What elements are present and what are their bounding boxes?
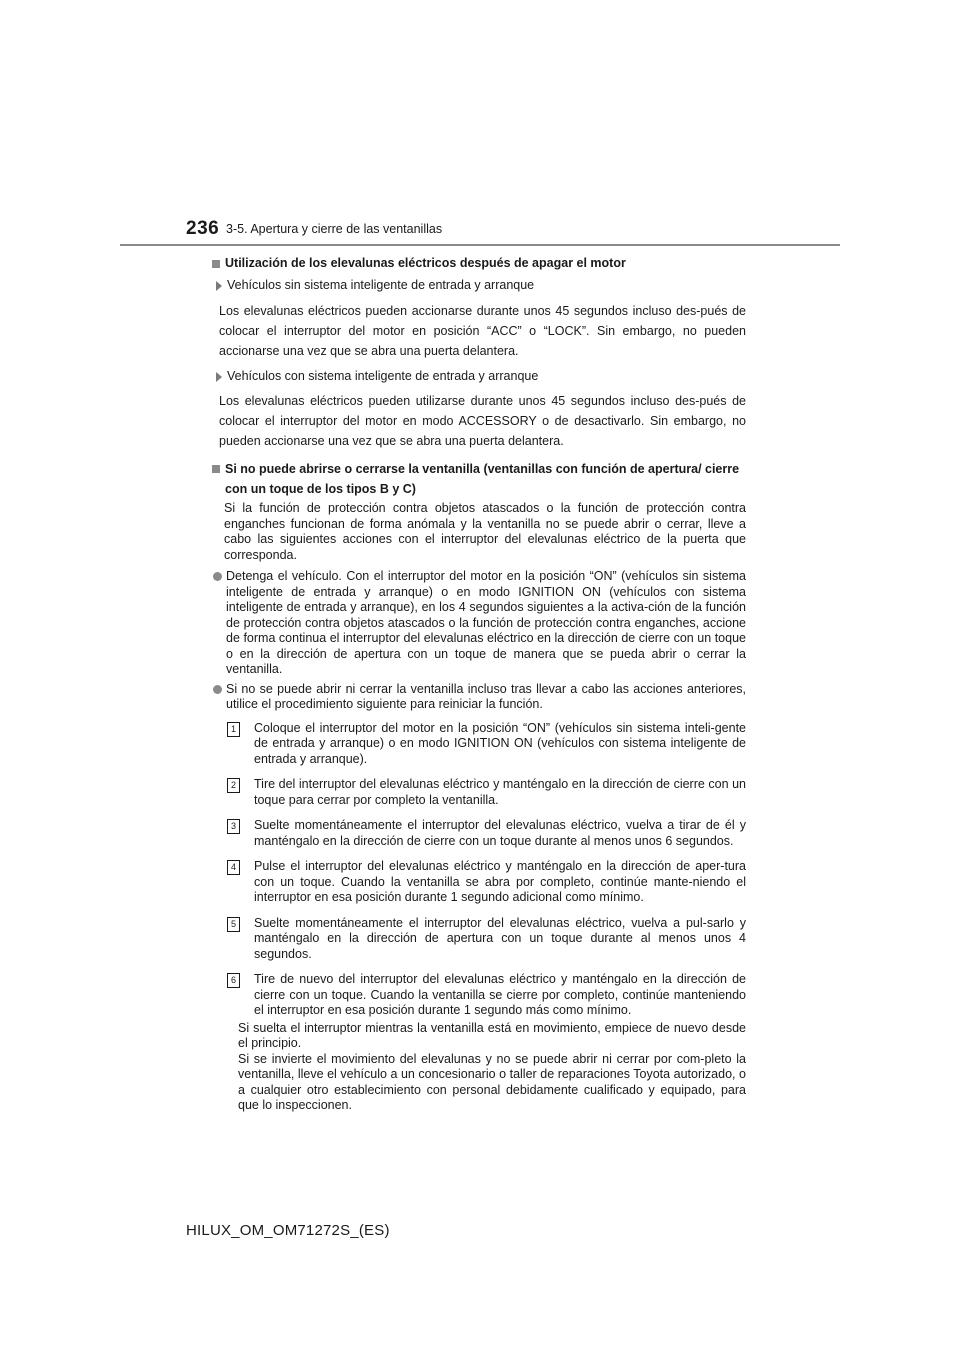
square-bullet-icon <box>212 465 220 473</box>
section-heading <box>210 461 746 499</box>
section-heading <box>210 256 746 272</box>
step-item <box>227 777 746 808</box>
list-item-text: Si no se puede abrir ni cerrar la ventanilla incluso tras llevar a cabo las acciones anteriores, utilice el procedimiento siguiente para reiniciar la función. <box>226 681 746 711</box>
triangle-bullet-icon <box>216 372 222 382</box>
paragraph: Los elevalunas eléctricos pueden accionarse durante unos 45 segundos incluso des-pués de colocar el interruptor del motor en posición “ACC” o “LOCK”. Sin embargo, no pueden accionarse una vez que se abra una puerta delantera. <box>219 303 746 358</box>
step-number: 5 <box>227 917 240 932</box>
list-item-text: Detenga el vehículo. Con el interruptor del motor en la posición “ON” (vehículos sin sistema inteligente de entrada y arranque) o en modo IGNITION ON (vehículos con sistema inteligente de entrada y arranque), en los 4 segundos siguientes a la activa-ción de la función de protección contra objetos atascados o la función de protección contra enganches, accione de forma continua el interruptor del elevalunas eléctrico en la dirección de cierre con un toque o en la dirección de apertura con un toque de manera que se pueda abrir o cerrar la ventanilla. <box>226 569 746 676</box>
list-item <box>210 569 746 678</box>
step-text: Pulse el interruptor del elevalunas eléctrico y manténgalo en la dirección de aper-tura con un toque. Cuando la ventanilla se abra por completo, continúe mante-niendo el interruptor en esa posición durante 1 segundo adicional como mínimo. <box>254 859 746 904</box>
step-text: Tire del interruptor del elevalunas eléctrico y manténgalo en la dirección de cierre con un toque para cerrar por completo la ventanilla. <box>254 777 746 807</box>
subheading <box>216 278 746 294</box>
section-heading-text: Si no puede abrirse o cerrarse la ventanilla (ventanillas con función de apertura/ cierre con un toque de los tipos B y C) <box>225 462 740 496</box>
paragraph: Si la función de protección contra objetos atascados o la función de protección contra enganches funcionan de forma anómala y la ventanilla no se puede abrir o cerrar, lleve a cabo las siguientes acciones con el interruptor del elevalunas eléctrico de la puerta que corresponda. <box>224 501 746 562</box>
step-text: Suelte momentáneamente el interruptor del elevalunas eléctrico, vuelva a tirar de él y manténgalo en la dirección de cierre con un toque durante al menos unos 6 segundos. <box>254 818 746 848</box>
circle-bullet-icon <box>213 572 222 581</box>
step-item <box>227 721 746 768</box>
step-item <box>227 859 746 906</box>
section-title: 3-5. Apertura y cierre de las ventanillas <box>226 222 443 236</box>
step-item <box>227 818 746 849</box>
step-text: Coloque el interruptor del motor en la posición “ON” (vehículos sin sistema inteli-gente de entrada y arranque) o en modo IGNITION ON (vehículos con sistema inteligente de entrada y arranque). <box>254 720 746 766</box>
page-content <box>210 256 746 1114</box>
section-heading-text: Utilización de los elevalunas eléctricos después de apagar el motor <box>225 256 626 270</box>
step-text: Suelte momentáneamente el interruptor del elevalunas eléctrico, vuelva a pul-sarlo y manténgalo en la dirección de apertura con un toque durante al menos unos 4 segundos. <box>254 915 746 961</box>
step-number: 4 <box>227 860 240 875</box>
step-number: 3 <box>227 819 240 834</box>
subheading-text: Vehículos con sistema inteligente de entrada y arranque <box>227 368 539 383</box>
triangle-bullet-icon <box>216 281 222 291</box>
note-paragraph: Si se invierte el movimiento del elevalunas y no se puede abrir ni cerrar por com-pleto la ventanilla, lleve el vehículo a un concesionario o taller de reparaciones Toyota autorizado, o a cualquier otro establecimiento con personal debidamente cualificado y equipado, para que lo inspeccionen. <box>238 1051 746 1112</box>
subheading <box>216 369 746 385</box>
step-number: 2 <box>227 778 240 793</box>
page-number: 236 <box>186 218 220 239</box>
list-item <box>210 682 746 713</box>
step-item <box>227 972 746 1019</box>
paragraph: Los elevalunas eléctricos pueden utilizarse durante unos 45 segundos incluso des-pués de colocar el interruptor del motor en modo ACCESSORY o de desactivarlo. Sin embargo, no pueden accionarse una vez que se abra una puerta delantera. <box>219 394 746 448</box>
circle-bullet-icon <box>213 685 222 694</box>
step-item <box>227 916 746 963</box>
square-bullet-icon <box>212 260 220 268</box>
note-paragraph: Si suelta el interruptor mientras la ventanilla está en movimiento, empiece de nuevo desde el principio. <box>238 1020 746 1050</box>
step-number: 1 <box>227 722 240 737</box>
step-text: Tire de nuevo del interruptor del elevalunas eléctrico y manténgalo en la dirección de cierre con un toque. Cuando la ventanilla se cierre por completo, continúe manteniendo el interruptor en esa posición durante 1 segundo más como mínimo. <box>254 972 746 1017</box>
document-id: HILUX_OM_OM71272S_(ES) <box>186 1222 390 1239</box>
step-number: 6 <box>227 973 240 988</box>
header-divider <box>120 244 840 246</box>
subheading-text: Vehículos sin sistema inteligente de entrada y arranque <box>227 278 535 292</box>
